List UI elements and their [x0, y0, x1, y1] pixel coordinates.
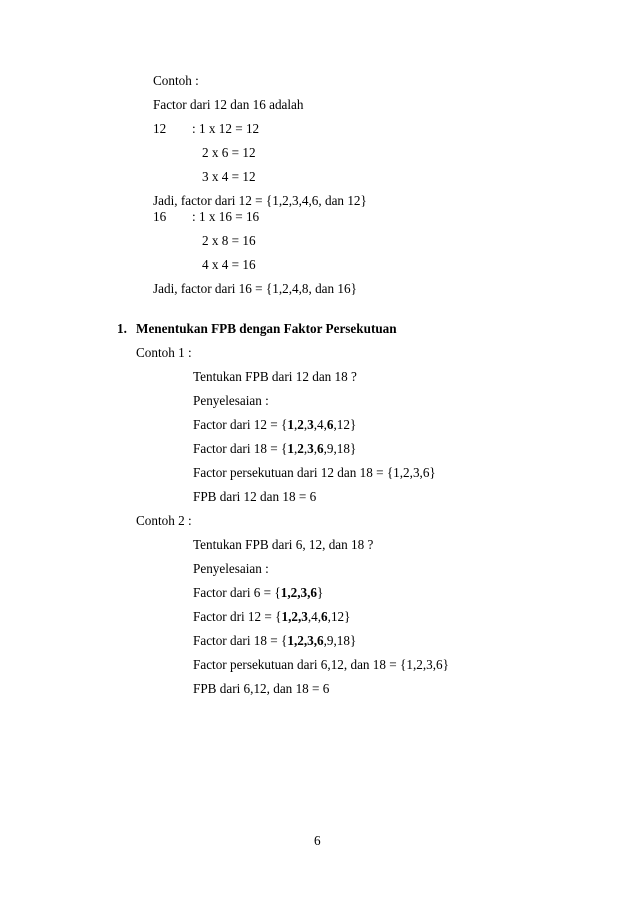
factor-line: 3 x 4 = 12: [202, 169, 256, 184]
set-suffix: }: [349, 441, 357, 456]
common-factor-value: 6: [317, 441, 324, 456]
factor-line: 4 x 4 = 16: [202, 257, 256, 272]
number-16-label: 16: [153, 209, 167, 224]
set-suffix: }: [344, 609, 351, 624]
set-items: [287, 441, 350, 456]
example-2-common-factors: Factor persekutuan dari 6,12, dan 18 = {1,2,3,6}: [193, 657, 449, 672]
example-2-factors-6: [193, 585, 323, 601]
factor-value: ,9,18: [323, 441, 350, 456]
factor-line: : 1 x 12 = 12: [192, 121, 260, 136]
conclusion-12: Jadi, factor dari 12 = {1,2,3,4,6, dan 12}: [153, 193, 367, 208]
example-1-factors-18: [193, 441, 356, 457]
factor-value: ,4,: [307, 609, 322, 624]
factor-value: ,9,18: [323, 633, 350, 648]
factor-value: ,12: [333, 417, 350, 432]
set-prefix: Factor dari 6 = {: [193, 585, 281, 600]
common-factor-value: 6: [326, 417, 334, 432]
example-2-factors-12: [193, 609, 350, 625]
example-1-label: Contoh 1 :: [136, 345, 192, 360]
common-factor-value: 2: [297, 417, 304, 432]
factor-value: ,12: [327, 609, 345, 624]
common-factor-value: 1: [287, 441, 294, 456]
set-prefix: Factor dari 12 = {: [193, 417, 288, 432]
example-2-question: Tentukan FPB dari 6, 12, dan 18 ?: [193, 537, 374, 552]
example-1-common-factors: Factor persekutuan dari 12 dan 18 = {1,2,3,6}: [193, 465, 436, 480]
example-2-fpb: FPB dari 6,12, dan 18 = 6: [193, 681, 330, 696]
set-items: [281, 609, 344, 624]
common-factor-value: 2: [297, 441, 304, 456]
factor-value: ,4,: [313, 417, 327, 432]
page-number: 6: [314, 833, 321, 848]
common-factor-value: 3: [307, 441, 314, 456]
contoh-label: Contoh :: [153, 73, 199, 88]
common-factor-value: 1,2,3: [281, 609, 308, 624]
factor-line: : 1 x 16 = 16: [192, 209, 260, 224]
factor-value: ,: [303, 441, 308, 456]
set-items: [287, 417, 350, 432]
set-prefix: Factor dari 18 = {: [193, 441, 288, 456]
example-2-solution-label: Penyelesaian :: [193, 561, 269, 576]
example-1-question: Tentukan FPB dari 12 dan 18 ?: [193, 369, 357, 384]
number-12-label: 12: [153, 121, 167, 136]
set-suffix: }: [349, 633, 357, 648]
factor-line: 2 x 6 = 12: [202, 145, 256, 160]
common-factor-value: 1: [287, 417, 294, 432]
set-prefix: Factor dri 12 = {: [193, 609, 282, 624]
example-2-label: Contoh 2 :: [136, 513, 192, 528]
common-factor-value: 1,2,3,6: [280, 585, 318, 600]
factor-value: ,: [303, 417, 308, 432]
example-1-solution-label: Penyelesaian :: [193, 393, 269, 408]
section-title: Menentukan FPB dengan Faktor Persekutuan: [136, 321, 397, 336]
conclusion-16: Jadi, factor dari 16 = {1,2,4,8, dan 16}: [153, 281, 357, 296]
set-prefix: Factor dari 18 = {: [193, 633, 288, 648]
factor-value: ,: [293, 417, 298, 432]
common-factor-value: 3: [307, 417, 314, 432]
common-factor-value: 1,2,3,6: [287, 633, 324, 648]
set-items: [281, 585, 317, 600]
example-1-factors-12: [193, 417, 356, 433]
section-number: 1.: [117, 321, 127, 336]
common-factor-value: 6: [321, 609, 328, 624]
factor-line: 2 x 8 = 16: [202, 233, 256, 248]
factor-value: ,: [313, 441, 318, 456]
set-suffix: }: [349, 417, 357, 432]
example-2-factors-18: [193, 633, 356, 649]
example-1-fpb: FPB dari 12 dan 18 = 6: [193, 489, 317, 504]
factor-value: ,: [293, 441, 298, 456]
intro-text: Factor dari 12 dan 16 adalah: [153, 97, 304, 112]
set-suffix: }: [317, 585, 324, 600]
set-items: [287, 633, 350, 648]
